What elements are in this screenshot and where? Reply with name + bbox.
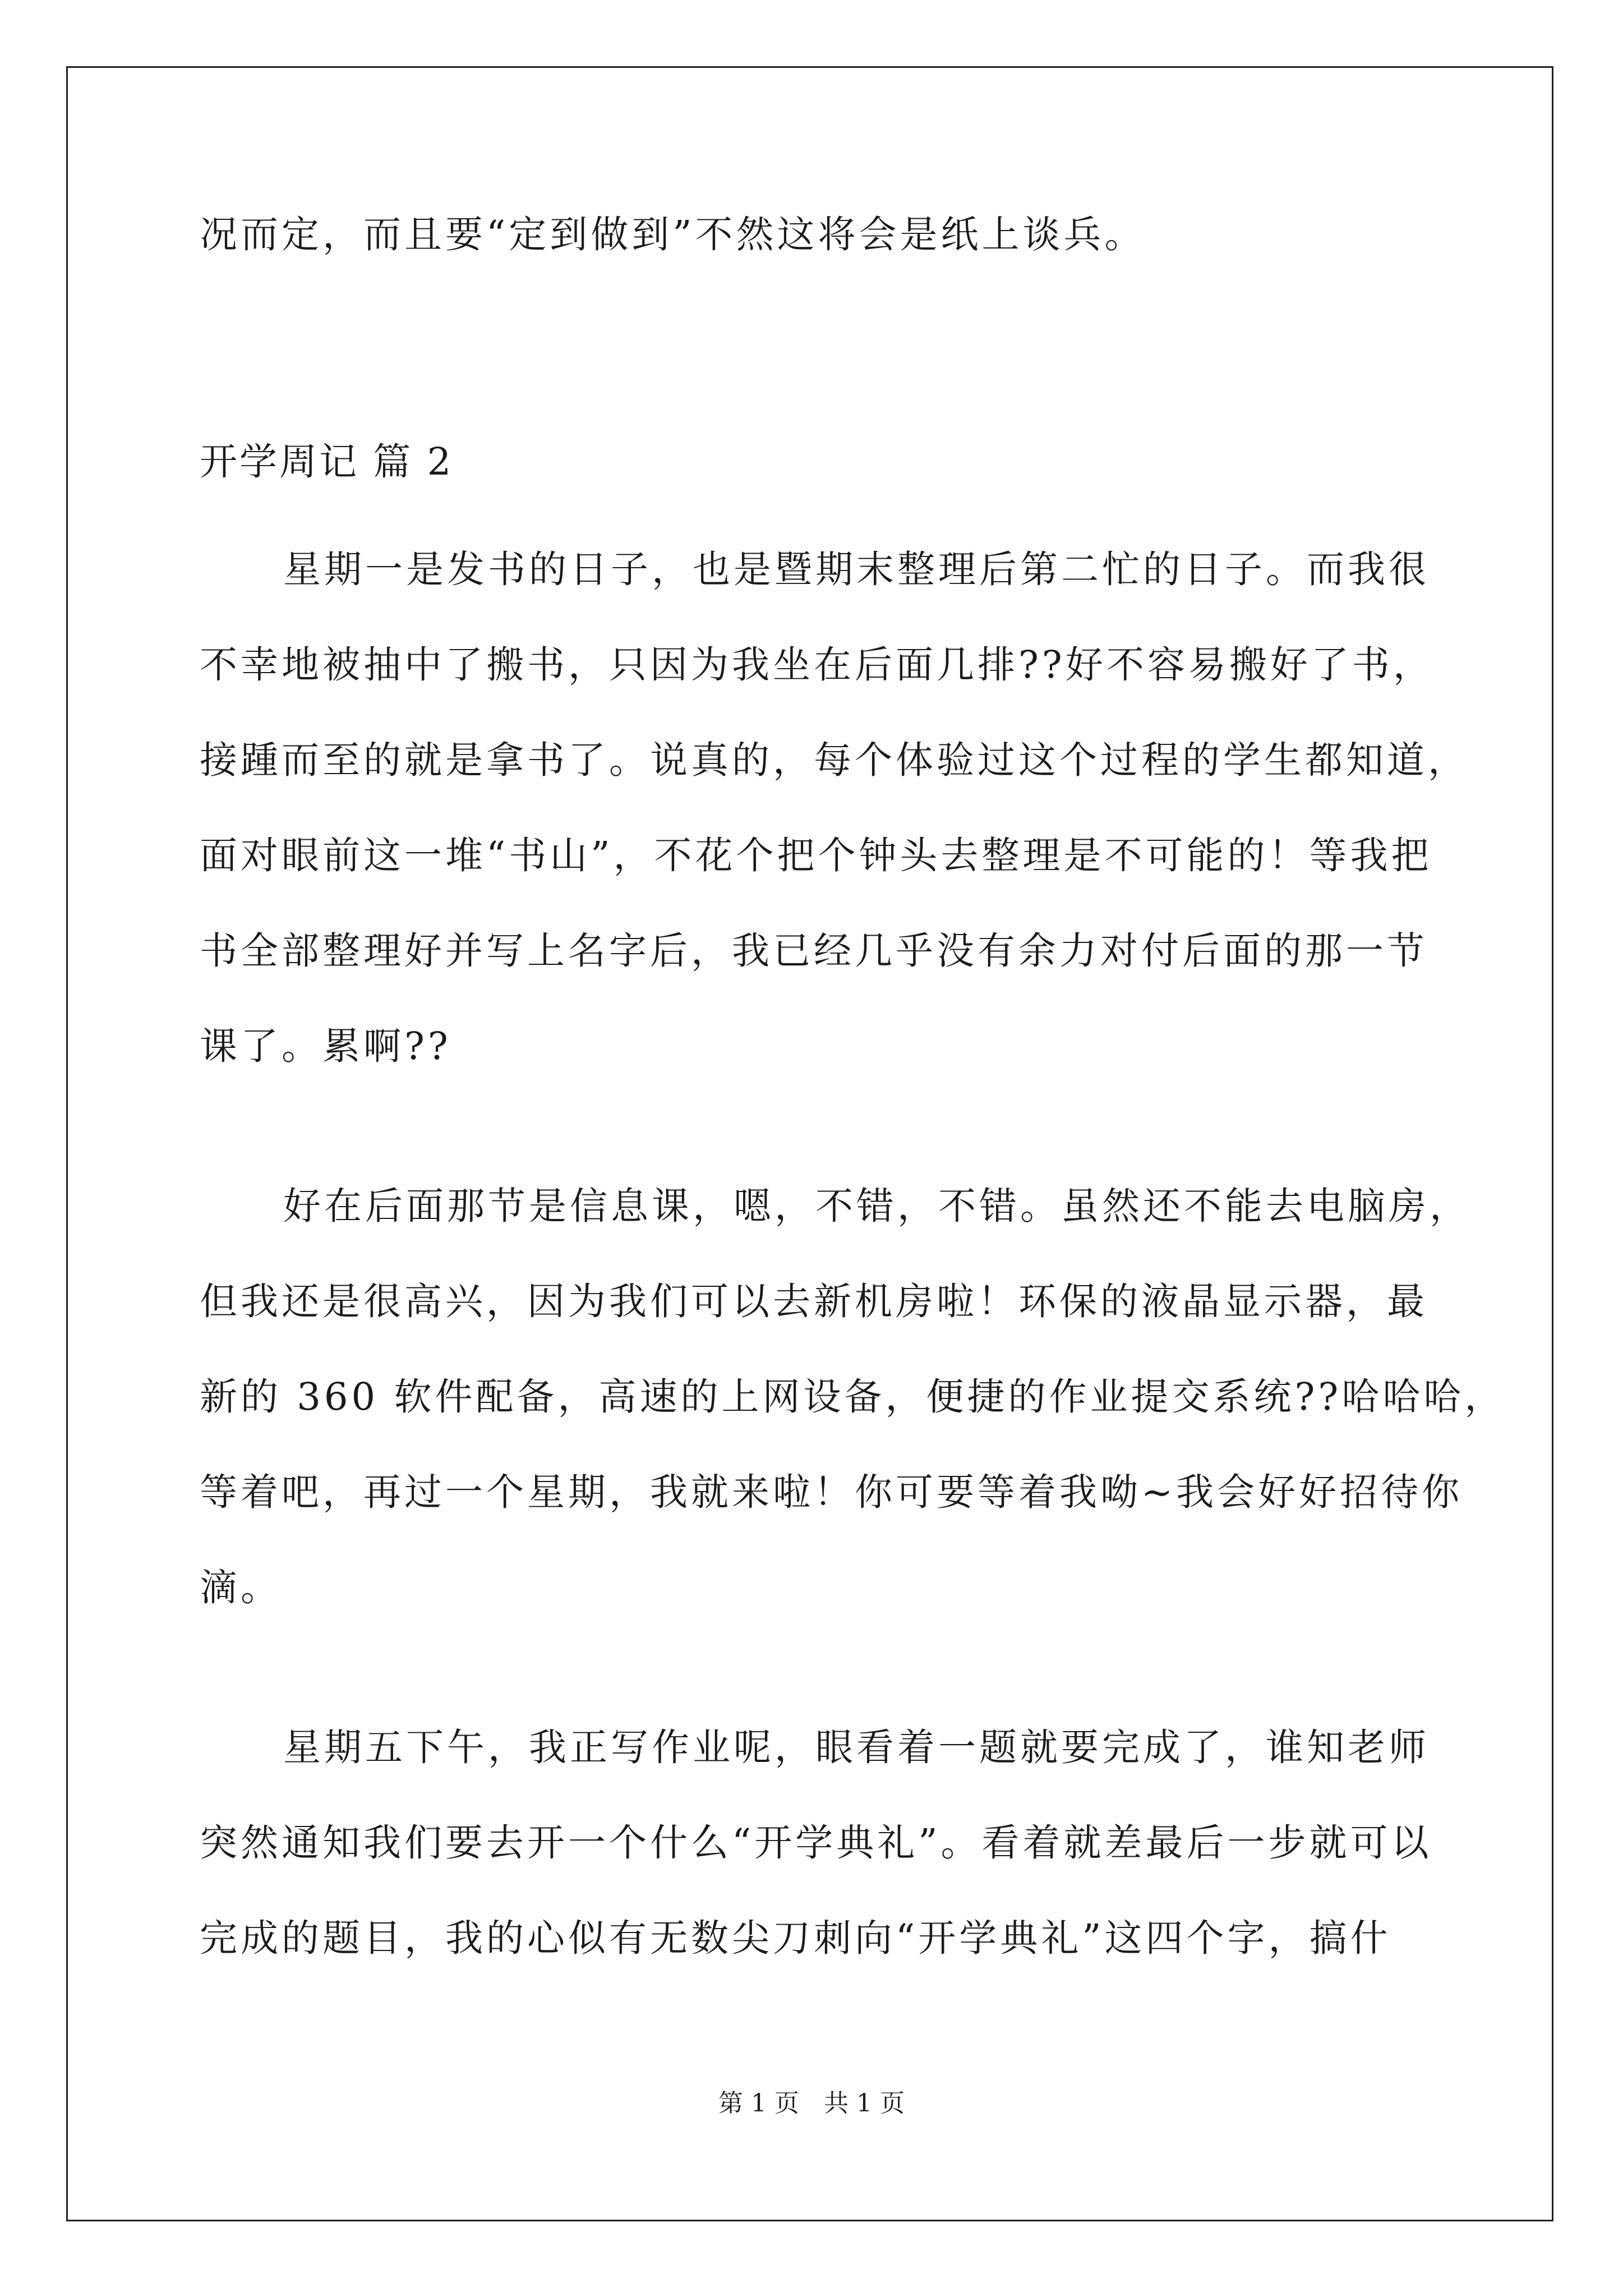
paragraph-line: 面对眼前这一堆“书山”，不花个把个钟头去整理是不可能的！等我把 <box>200 834 1432 877</box>
page-border <box>66 66 1553 2221</box>
page-number-footer: 第 1 页 共 1 页 <box>718 2089 905 2118</box>
section-heading: 开学周记 篇 2 <box>200 440 454 484</box>
paragraph-line: 完成的题目，我的心似有无数尖刀刺向“开学典礼”这四个字，搞什 <box>200 1916 1391 1960</box>
paragraph-line: 突然通知我们要去开一个什么“开学典礼”。看着就差最后一步就可以 <box>200 1821 1432 1865</box>
paragraph-line: 书全部整理好并写上名字后，我已经几乎没有余力对付后面的那一节 <box>200 929 1428 973</box>
paragraph-line: 星期五下午，我正写作业呢，眼看着一题就要完成了，谁知老师 <box>283 1726 1430 1769</box>
text-line: 况而定，而且要“定到做到”不然这将会是纸上谈兵。 <box>200 213 1146 256</box>
paragraph-line: 星期一是发书的日子，也是暨期末整理后第二忙的日子。而我很 <box>283 547 1430 591</box>
paragraph-line: 但我还是很高兴，因为我们可以去新机房啦！环保的液晶显示器，最 <box>200 1280 1428 1323</box>
paragraph-line: 等着吧，再过一个星期，我就来啦！你可要等着我呦~我会好好招待你 <box>200 1470 1463 1514</box>
paragraph-line: 接踵而至的就是拿书了。说真的，每个体验过这个过程的学生都知道， <box>200 738 1469 782</box>
paragraph-line: 新的 360 软件配备，高速的上网设备，便捷的作业提交系统??哈哈哈， <box>200 1375 1506 1419</box>
paragraph-line: 滴。 <box>200 1566 282 1609</box>
paragraph-line: 课了。累啊?? <box>200 1024 451 1068</box>
paragraph-line: 不幸地被抽中了搬书，只因为我坐在后面几排??好不容易搬好了书， <box>200 643 1434 687</box>
paragraph-line: 好在后面那节是信息课，嗯，不错，不错。虽然还不能去电脑房， <box>283 1184 1470 1228</box>
